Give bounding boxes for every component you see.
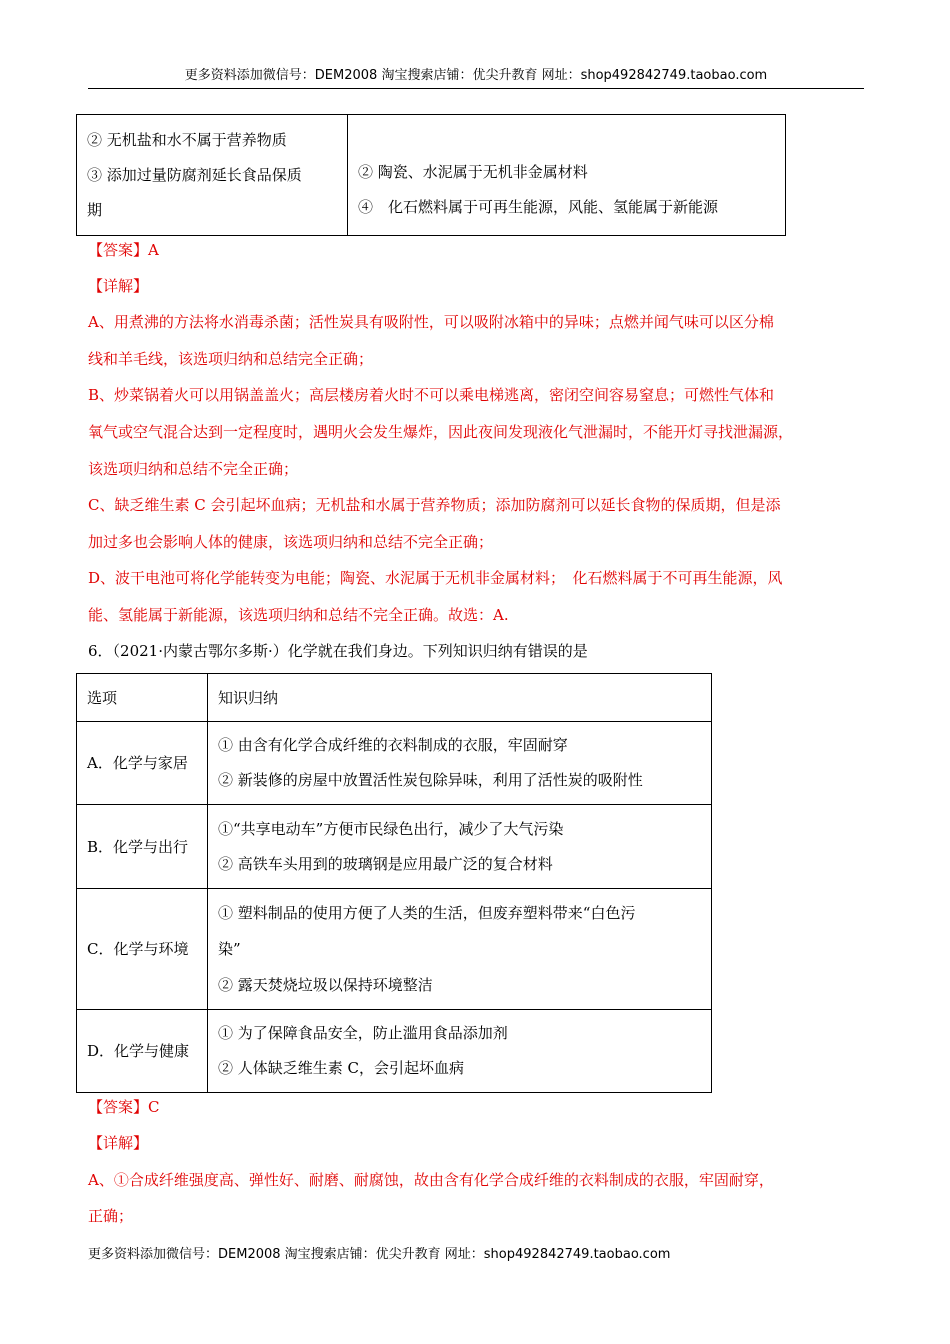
question-stem: 6．（2021·内蒙古鄂尔多斯·）化学就在我们身边。下列知识归纳有错误的是 bbox=[88, 642, 588, 660]
option-cell: C．化学与环境 bbox=[77, 889, 208, 1010]
answer-label: 【答案】A bbox=[88, 241, 159, 259]
explanation-line: 氧气或空气混合达到一定程度时，遇明火会发生爆炸，因此夜间发现液化气泄漏时，不能开灯寻找泄漏源， bbox=[88, 423, 794, 441]
table-line: ③ 添加过量防腐剂延长食品保质 bbox=[87, 166, 302, 184]
table-line: ② 无机盐和水不属于营养物质 bbox=[87, 131, 287, 149]
explanation-line: 线和羊毛线，该选项归纳和总结完全正确； bbox=[88, 350, 374, 368]
explanation-line: 正确； bbox=[88, 1207, 134, 1225]
table-line: ④ 化石燃料属于可再生能源，风能、氢能属于新能源 bbox=[358, 198, 719, 216]
knowledge-cell: ① 塑料制品的使用方便了人类的生活，但废弃塑料带来“白色污 染” ② 露天焚烧垃圾以保持环境整洁 bbox=[208, 889, 712, 1010]
explanation-line: D、波干电池可将化学能转变为电能；陶瓷、水泥属于无机非金属材料； 化石燃料属于不可再生能源，风 bbox=[88, 569, 783, 587]
explanation-line: 能、氢能属于新能源，该选项归纳和总结不完全正确。故选：A. bbox=[88, 606, 509, 624]
question-6-table bbox=[76, 673, 712, 1093]
option-cell: A．化学与家居 bbox=[77, 722, 208, 805]
explanation-line: B、炒菜锅着火可以用锅盖盖火；高层楼房着火时不可以乘电梯逃离，密闭空间容易窒息；可燃性气体和 bbox=[88, 386, 775, 404]
table-row bbox=[77, 722, 712, 805]
explanation-line: A、①合成纤维强度高、弹性好、耐磨、耐腐蚀，故由含有化学合成纤维的衣料制成的衣服，牢固耐穿， bbox=[88, 1171, 774, 1189]
table-cell-left bbox=[77, 115, 348, 236]
answer-label: 【答案】C bbox=[88, 1098, 160, 1116]
option-cell: B．化学与出行 bbox=[77, 805, 208, 889]
table-cell-right bbox=[348, 115, 786, 236]
detail-label: 【详解】 bbox=[88, 277, 149, 295]
explanation-line: 该选项归纳和总结不完全正确； bbox=[88, 460, 299, 478]
table-header-knowledge: 知识归纳 bbox=[208, 674, 712, 722]
table-header-option: 选项 bbox=[77, 674, 208, 722]
table-line: 期 bbox=[87, 201, 103, 219]
explanation-line: 加过多也会影响人体的健康，该选项归纳和总结不完全正确； bbox=[88, 533, 494, 551]
explanation-line: A、用煮沸的方法将水消毒杀菌；活性炭具有吸附性，可以吸附冰箱中的异味；点燃并闻气味可以区分棉 bbox=[88, 313, 774, 331]
table-row bbox=[77, 1010, 712, 1093]
table-row bbox=[77, 805, 712, 889]
explanation-line: C、缺乏维生素 C 会引起坏血病；无机盐和水属于营养物质；添加防腐剂可以延长食物的保质期，但是添 bbox=[88, 496, 781, 514]
table-row bbox=[77, 889, 712, 1010]
table-line: ② 陶瓷、水泥属于无机非金属材料 bbox=[358, 163, 588, 181]
knowledge-cell: ① 由含有化学合成纤维的衣料制成的衣服，牢固耐穿 ② 新装修的房屋中放置活性炭包除异味，利用了活性炭的吸附性 bbox=[208, 722, 712, 805]
previous-question-table bbox=[76, 114, 786, 236]
page-header: 更多资料添加微信号：DEM2008 淘宝搜索店铺：优尖升教育 网址：shop492842749.taobao.com bbox=[88, 66, 864, 89]
detail-label: 【详解】 bbox=[88, 1134, 149, 1152]
knowledge-cell: ① 为了保障食品安全，防止滥用食品添加剂 ② 人体缺乏维生素 C，会引起坏血病 bbox=[208, 1010, 712, 1093]
knowledge-cell: ①“共享电动车”方便市民绿色出行，减少了大气污染 ② 高铁车头用到的玻璃钢是应用最广泛的复合材料 bbox=[208, 805, 712, 889]
page-footer: 更多资料添加微信号：DEM2008 淘宝搜索店铺：优尖升教育 网址：shop492842749.taobao.com bbox=[88, 1247, 671, 1262]
option-cell: D．化学与健康 bbox=[77, 1010, 208, 1093]
